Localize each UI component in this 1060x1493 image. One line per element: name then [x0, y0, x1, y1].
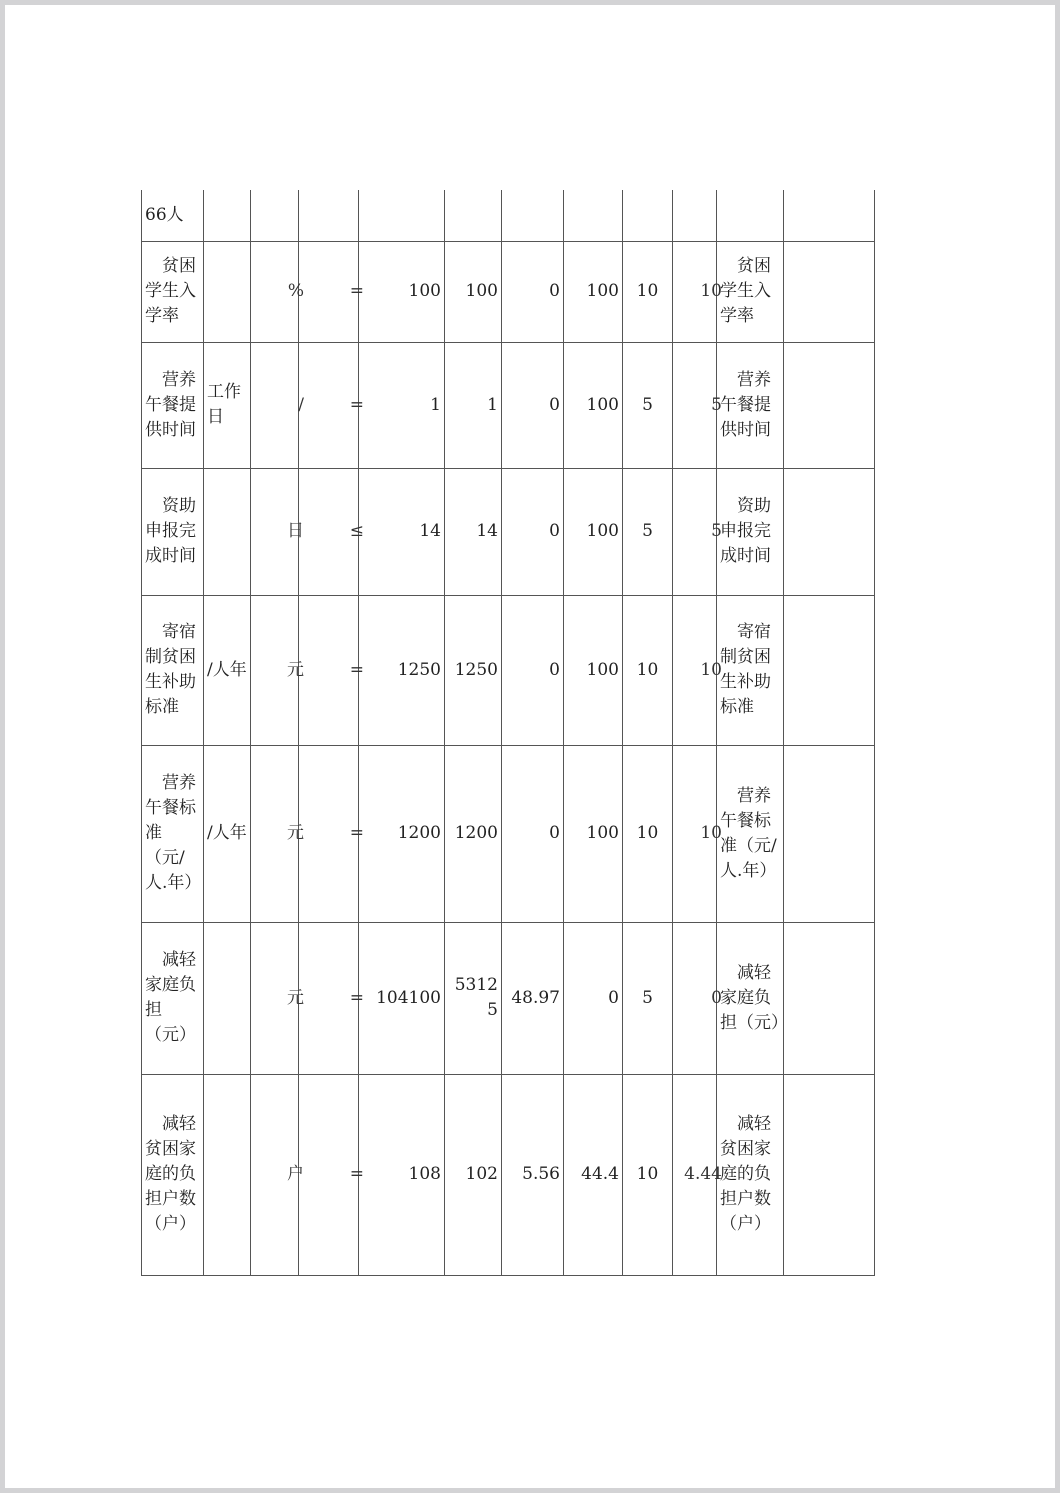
cell-text: =	[349, 281, 364, 301]
cell-c9	[623, 190, 673, 241]
cell-c4	[299, 468, 364, 595]
cell-c2	[204, 190, 251, 241]
table-row	[142, 342, 875, 468]
table-row	[142, 190, 875, 241]
cell-text: 0	[549, 281, 560, 301]
cell-c6	[445, 1074, 502, 1275]
cell-text: 10	[700, 281, 722, 301]
cell-text: =	[349, 987, 364, 1008]
table-row	[142, 745, 875, 922]
cell-c7	[502, 1074, 564, 1275]
cell-c3	[251, 468, 304, 595]
cell-c6	[445, 745, 502, 922]
cell-text: 元	[287, 659, 304, 680]
cell-c8	[564, 1074, 623, 1275]
cell-c4	[299, 190, 359, 241]
cell-c6	[445, 342, 502, 468]
cell-text: 14	[419, 521, 441, 541]
cell-c2	[204, 468, 251, 595]
cell-c11	[717, 241, 784, 342]
cell-c6	[445, 190, 502, 241]
cell-c1	[142, 745, 204, 922]
cell-text: 减轻家庭负担（元）	[720, 962, 788, 1033]
cell-text: 10	[700, 659, 722, 680]
cell-c11	[717, 468, 784, 595]
cell-c10	[673, 595, 722, 745]
cell-c10	[673, 241, 722, 342]
cell-c5	[359, 922, 445, 1074]
cell-c12	[784, 190, 875, 241]
cell-text: 贫困学生入学率	[720, 256, 771, 326]
cell-c8	[564, 190, 623, 241]
cell-c8	[564, 342, 623, 468]
cell-text: 资助申报完成时间	[720, 496, 771, 566]
cell-c1	[142, 922, 204, 1074]
cell-text: 资助申报完成时间	[145, 496, 196, 566]
cell-text: 5	[642, 394, 653, 415]
cell-text: 5	[642, 521, 653, 541]
cell-text: 户	[287, 1164, 304, 1184]
cell-c4	[299, 922, 364, 1074]
cell-text: 营养午餐标准（元/人.年）	[720, 785, 777, 881]
cell-c11	[717, 1074, 784, 1275]
cell-text: 100	[586, 394, 619, 415]
cell-c2	[204, 745, 251, 922]
cell-text: 元	[287, 987, 304, 1008]
cell-text: 66人	[145, 204, 184, 225]
cell-c2	[204, 922, 251, 1074]
cell-text: %	[287, 281, 304, 301]
cell-text: 减轻家庭负担（元）	[145, 950, 196, 1045]
cell-c3	[251, 595, 304, 745]
cell-c10	[673, 922, 722, 1074]
table-row	[142, 595, 875, 745]
cell-c1	[142, 342, 204, 468]
cell-text: =	[349, 823, 364, 843]
cell-c12	[784, 745, 875, 922]
cell-c7	[502, 190, 564, 241]
cell-text: 营养午餐标准（元/人.年）	[145, 773, 202, 893]
document-page	[5, 5, 1055, 1488]
cell-c5	[359, 745, 445, 922]
table-row	[142, 241, 875, 342]
cell-text: ≤	[349, 521, 364, 541]
cell-c11	[717, 922, 788, 1074]
cell-text: 0	[549, 659, 560, 680]
cell-c3	[251, 1074, 304, 1275]
cell-c11	[717, 342, 784, 468]
cell-c4	[299, 342, 364, 468]
cell-text: 100	[465, 281, 498, 301]
cell-text: 100	[586, 823, 619, 843]
cell-text: 日	[287, 521, 304, 541]
cell-c9	[623, 241, 673, 342]
cell-c4	[299, 745, 364, 922]
cell-c8	[564, 241, 623, 342]
cell-c1	[142, 241, 204, 342]
cell-c11	[717, 745, 784, 922]
table-row	[142, 468, 875, 595]
cell-text: 减轻贫困家庭的负担户数（户）	[720, 1114, 771, 1234]
cell-c9	[623, 1074, 673, 1275]
table-row	[142, 922, 875, 1074]
cell-text: =	[349, 659, 364, 680]
cell-text: 10	[636, 1164, 659, 1184]
cell-c9	[623, 745, 673, 922]
cell-c9	[623, 595, 673, 745]
cell-c9	[623, 342, 673, 468]
cell-text: 0	[608, 987, 619, 1008]
cell-c9	[623, 922, 673, 1074]
cell-text: 44.4	[581, 1164, 619, 1184]
cell-c2	[204, 595, 251, 745]
cell-c5	[359, 468, 445, 595]
cell-c3	[251, 922, 304, 1074]
cell-text: 10	[636, 823, 659, 843]
cell-c7	[502, 595, 564, 745]
cell-text: 4.44	[684, 1164, 722, 1184]
cell-text: 1200	[397, 823, 441, 843]
cell-c8	[564, 745, 623, 922]
cell-text: 工作日	[207, 382, 241, 427]
cell-c6	[445, 241, 502, 342]
cell-text: =	[349, 1164, 364, 1184]
cell-text: 5	[642, 987, 653, 1008]
cell-c5	[359, 190, 445, 241]
cell-c7	[502, 745, 564, 922]
cell-c10	[673, 1074, 722, 1275]
cell-c11	[717, 595, 784, 745]
cell-text: 108	[408, 1164, 441, 1184]
cell-text: 102	[465, 1164, 498, 1184]
cell-text: 0	[549, 394, 560, 415]
cell-c3	[251, 342, 304, 468]
cell-c4	[299, 241, 364, 342]
cell-text: 100	[586, 521, 619, 541]
cell-c6	[445, 468, 502, 595]
cell-c3	[251, 190, 299, 241]
cell-c2	[204, 342, 251, 468]
cell-text: 5	[711, 394, 722, 415]
cell-c1	[142, 1074, 204, 1275]
cell-c12	[784, 1074, 875, 1275]
cell-text: 53125	[454, 975, 498, 1020]
cell-c7	[502, 922, 564, 1074]
performance-table	[141, 190, 875, 1276]
cell-c11	[717, 190, 784, 241]
cell-c8	[564, 468, 623, 595]
cell-c10	[673, 190, 717, 241]
cell-text: 0	[549, 823, 560, 843]
cell-text: 100	[408, 281, 441, 301]
cell-c12	[784, 342, 875, 468]
cell-c4	[299, 1074, 364, 1275]
cell-text: 寄宿制贫困生补助标准	[145, 622, 196, 717]
cell-c1	[142, 190, 204, 241]
cell-c3	[251, 241, 304, 342]
cell-text: =	[349, 394, 364, 415]
cell-text: 100	[586, 659, 619, 680]
cell-c8	[564, 595, 623, 745]
cell-c8	[564, 922, 623, 1074]
cell-text: 48.97	[511, 987, 560, 1008]
cell-text: 14	[476, 521, 498, 541]
cell-text: 1200	[454, 823, 498, 843]
cell-text: 减轻贫困家庭的负担户数（户）	[145, 1114, 196, 1234]
cell-c4	[299, 595, 364, 745]
cell-c2	[204, 241, 251, 342]
table-row	[142, 1074, 875, 1275]
cell-text: 寄宿制贫困生补助标准	[720, 622, 771, 717]
cell-text: 1250	[397, 659, 441, 680]
cell-c2	[204, 1074, 251, 1275]
cell-c6	[445, 922, 502, 1074]
cell-text: 104100	[376, 987, 441, 1008]
cell-c9	[623, 468, 673, 595]
cell-c3	[251, 745, 304, 922]
cell-c10	[673, 342, 722, 468]
cell-c5	[359, 1074, 445, 1275]
cell-c10	[673, 745, 722, 922]
cell-c5	[359, 342, 445, 468]
cell-c1	[142, 468, 204, 595]
cell-c12	[784, 468, 875, 595]
cell-text: 1250	[454, 659, 498, 680]
cell-text: 0	[711, 987, 722, 1008]
cell-text: 1	[487, 394, 498, 415]
cell-c12	[784, 922, 875, 1074]
cell-c7	[502, 241, 564, 342]
cell-text: 100	[586, 281, 619, 301]
cell-c10	[673, 468, 722, 595]
cell-text: 10	[700, 823, 722, 843]
cell-c5	[359, 595, 445, 745]
cell-c12	[784, 595, 875, 745]
cell-c1	[142, 595, 204, 745]
cell-text: 贫困学生入学率	[145, 256, 196, 326]
cell-c7	[502, 468, 564, 595]
cell-text: 10	[636, 281, 659, 301]
cell-text: 5.56	[522, 1164, 560, 1184]
cell-c7	[502, 342, 564, 468]
cell-text: 1	[430, 394, 441, 415]
cell-text: 元	[287, 823, 304, 843]
cell-c6	[445, 595, 502, 745]
cell-text: /人年	[207, 659, 247, 680]
cell-text: 0	[549, 521, 560, 541]
cell-text: 10	[636, 659, 659, 680]
cell-text: 营养午餐提供时间	[145, 369, 196, 440]
cell-text: 营养午餐提供时间	[720, 369, 771, 440]
cell-text: 5	[711, 521, 722, 541]
cell-c5	[359, 241, 445, 342]
cell-text: /人年	[207, 823, 247, 843]
cell-text: /	[298, 394, 304, 415]
cell-c12	[784, 241, 875, 342]
